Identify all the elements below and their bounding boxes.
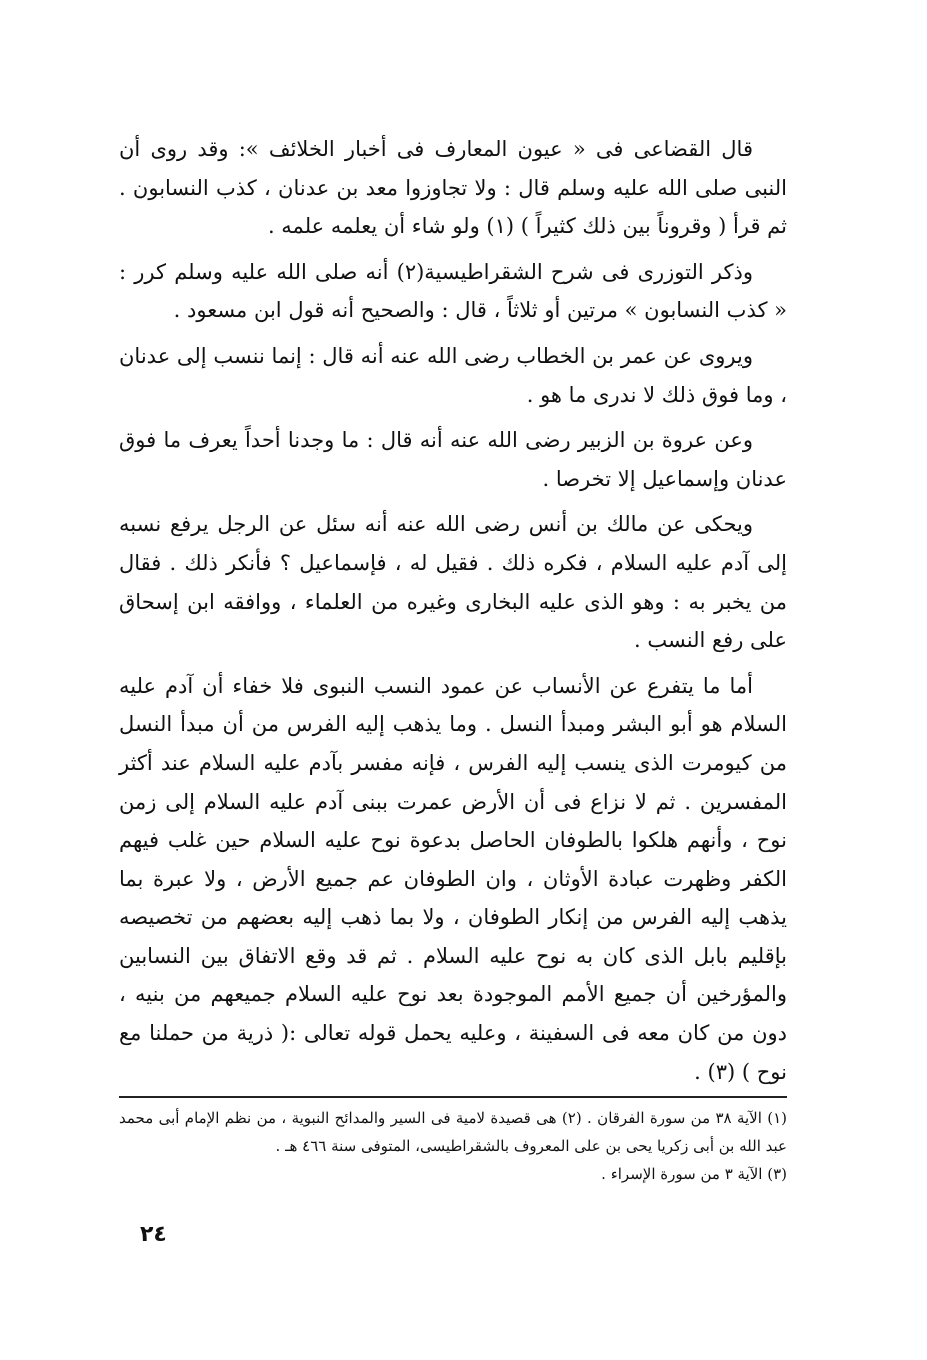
- paragraph-tawzari: وذكر التوزرى فى شرح الشقراطيسية(٢) أنه صلى الله عليه وسلم كرر : « كذب النسابون » مرتين أو ثلاثاً ، قال : والصحيح أنه قول ابن مسعود .: [119, 259, 787, 323]
- paragraph-adam-nuh: أما ما يتفرع عن الأنساب عن عمود النسب النبوى فلا خفاء أن آدم عليه السلام هو أبو البشر ومبدأ النسل . وما يذهب إليه الفرس من أن مبدأ النسل من كيومرت الذى ينسب إليه الفرس ، فإنه مفسر بآدم عليه السلام عند أكثر المفسرين . ثم لا نزاع فى أن الأرض عمرت ببنى آدم عليه السلام إلى زمن نوح ، وأنهم هلكوا بالطوفان الحاصل بدعوة نوح عليه السلام حين غلب فيهم الكفر وظهرت عبادة الأوثان ، وان الطوفان عم جميع الأرض ، ولا عبرة بما يذهب إليه الفرس من إنكار الطوفان ، ولا بما ذهب إليه بعضهم من تخصيصه بإقليم بابل الذى كان به نوح عليه السلام . ثم قد وقع الاتفاق بين النسابين والمؤرخين أن جميع الأمم الموجودة بعد نوح عليه السلام جميعهم من بنيه ، دون من كان معه فى السفينة ، وعليه يحمل قوله تعالى :( ذرية من حملنا مع نوح ) (٣) .: [119, 673, 787, 1084]
- paragraph-umar: ويروى عن عمر بن الخطاب رضى الله عنه أنه قال : إنما ننسب إلى عدنان ، وما فوق ذلك لا ندرى ما هو .: [119, 343, 787, 407]
- page-number: ٢٤: [140, 1222, 167, 1247]
- paragraph-malik: ويحكى عن مالك بن أنس رضى الله عنه أنه سئل عن الرجل يرفع نسبه إلى آدم عليه السلام ، فكره ذلك . فقيل له ، فإسماعيل ؟ فأنكر ذلك . فقال من يخبر به : وهو الذى عليه البخارى وغيره من العلماء ، ووافقه ابن إسحاق على رفع النسب .: [119, 512, 787, 653]
- footnote-1-2: (١) الآية ٣٨ من سورة الفرقان . (٢) هى قصيدة لامية فى السير والمدائح النبوية ، من نظم الإمام أبى محمد عبد الله بن أبى زكريا يحى بن على المعروف بالشقراطيسى، المتوفى سنة ٤٦٦ هـ .: [119, 1109, 788, 1155]
- paragraph-urwa: وعن عروة بن الزبير رضى الله عنه أنه قال : ما وجدنا أحداً يعرف ما فوق عدنان وإسماعيل إلا تخرصا .: [119, 428, 787, 491]
- footnotes: [119, 1104, 787, 1188]
- main-text: [119, 130, 787, 1098]
- footnote-3: (٣) الآية ٣ من سورة الإسراء .: [601, 1165, 787, 1183]
- footnote-divider: [119, 1096, 787, 1098]
- paragraph-qudai: قال القضاعى فى « عيون المعارف فى أخبار الخلائف »: وقد روى أن النبى صلى الله عليه وسلم قال : ولا تجاوزوا معد بن عدنان ، كذب النسابون . ثم قرأ ( وقروناً بين ذلك كثيراً ) (١) ولو شاء أن يعلمه علمه .: [119, 137, 787, 239]
